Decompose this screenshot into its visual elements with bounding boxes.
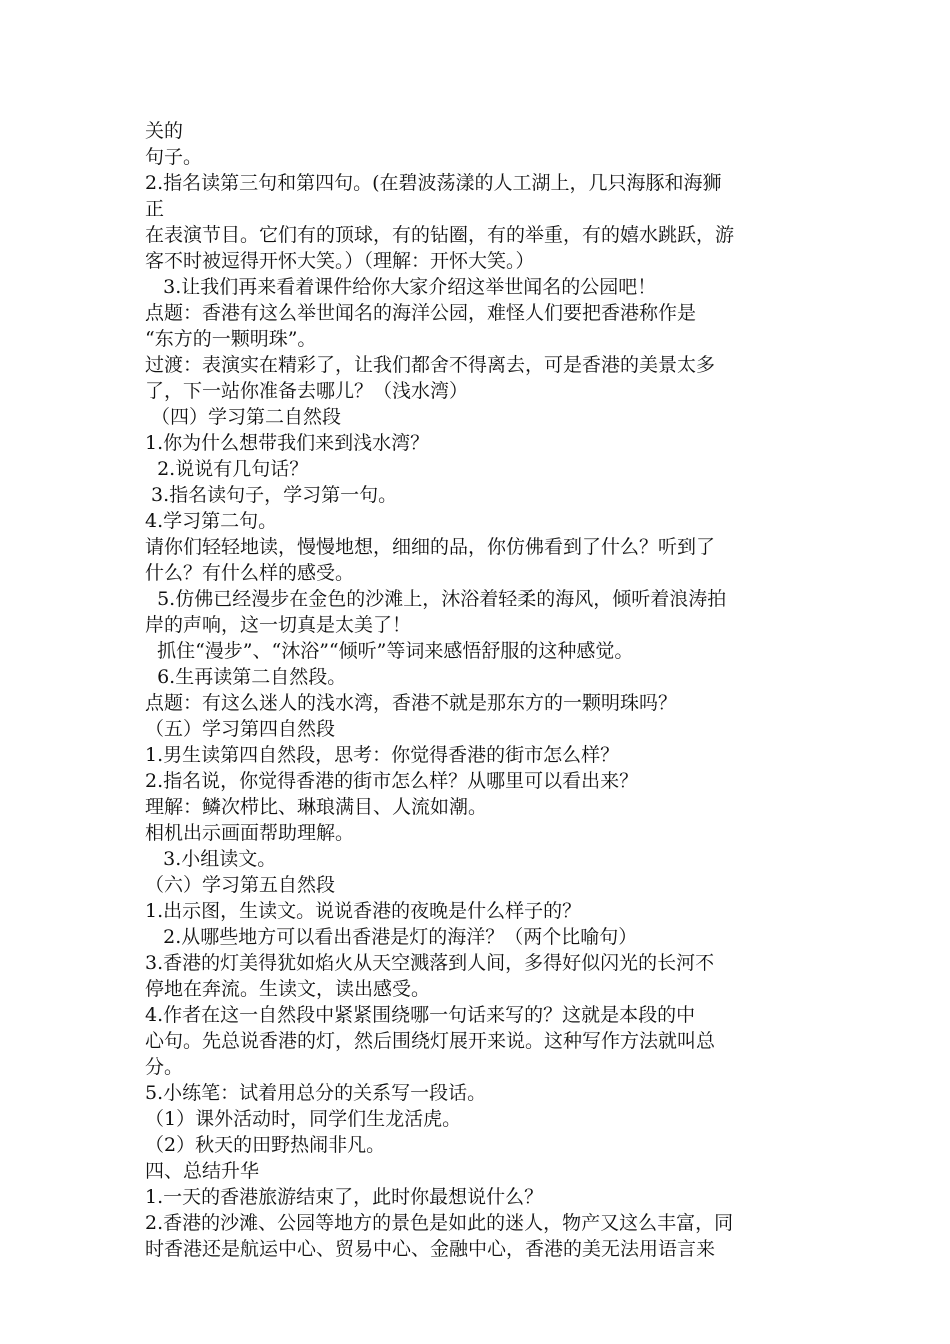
section-heading: 四、总结升华 <box>145 1160 260 1182</box>
text-line: 6.生再读第二自然段。 <box>145 666 347 688</box>
text-line: 3.香港的灯美得犹如焰火从天空溅落到人间，多得好似闪光的长河不 <box>145 952 715 974</box>
text-line: 客不时被逗得开怀大笑。）（理解：开怀大笑。） <box>145 250 535 272</box>
section-heading: （四）学习第二自然段 <box>145 406 342 428</box>
text-line: 正 <box>145 198 165 220</box>
text-line: 了，下一站你准备去哪儿？（浅水湾） <box>145 380 469 402</box>
text-line: 岸的声响，这一切真是太美了！ <box>145 614 412 636</box>
document-body <box>145 118 810 1262</box>
text-line: 3.小组读文。 <box>145 848 277 870</box>
text-line: 1.男生读第四自然段，思考：你觉得香港的街市怎么样？ <box>145 744 620 766</box>
text-line: 4.作者在这一自然段中紧紧围绕哪一句话来写的？这就是本段的中 <box>145 1004 696 1026</box>
text-line: 分。 <box>145 1056 184 1078</box>
text-line: 5.仿佛已经漫步在金色的沙滩上，沐浴着轻柔的海风，倾听着浪涛拍 <box>145 588 727 610</box>
text-line: 1.一天的香港旅游结束了，此时你最想说什么？ <box>145 1186 544 1208</box>
text-line: 3.指名读句子，学习第一句。 <box>145 484 398 506</box>
text-line: 在表演节目。它们有的顶球，有的钻圈，有的举重，有的嬉水跳跃，游 <box>145 224 735 246</box>
section-heading: （六）学习第五自然段 <box>145 874 336 896</box>
text-line: （1）课外活动时，同学们生龙活虎。 <box>145 1108 462 1130</box>
text-line: 心句。先总说香港的灯，然后围绕灯展开来说。这种写作方法就叫总 <box>145 1030 716 1052</box>
text-line: 1.出示图，生读文。说说香港的夜晚是什么样子的？ <box>145 900 582 922</box>
text-line: 2.指名说，你觉得香港的街市怎么样？从哪里可以看出来？ <box>145 770 639 792</box>
text-line: 点题：有这么迷人的浅水湾，香港不就是那东方的一颗明珠吗？ <box>145 692 678 714</box>
text-line: 2.指名读第三句和第四句。(在碧波荡漾的人工湖上，几只海豚和海狮 <box>145 172 722 194</box>
text-line: 2.说说有几句话？ <box>145 458 309 480</box>
text-line: 抓住“漫步”、“沐浴”“倾听”等词来感悟舒服的这种感觉。 <box>145 640 634 662</box>
text-line: 关的 <box>145 120 184 142</box>
text-line: 时香港还是航运中心、贸易中心、金融中心，香港的美无法用语言来 <box>145 1238 716 1260</box>
text-line: 3.让我们再来看着课件给你大家介绍这举世闻名的公园吧！ <box>145 276 657 298</box>
text-line: 停地在奔流。生读文，读出感受。 <box>145 978 431 1000</box>
text-line: 2.香港的沙滩、公园等地方的景色是如此的迷人，物产又这么丰富，同 <box>145 1212 734 1234</box>
section-heading: （五）学习第四自然段 <box>145 718 336 740</box>
text-line: 请你们轻轻地读，慢慢地想，细细的品，你仿佛看到了什么？听到了 <box>145 536 716 558</box>
text-line: 什么？有什么样的感受。 <box>145 562 355 584</box>
text-line: 点题：香港有这么举世闻名的海洋公园，难怪人们要把香港称作是 <box>145 302 697 324</box>
text-line: （2）秋天的田野热闹非凡。 <box>145 1134 386 1156</box>
text-line: 5.小练笔：试着用总分的关系写一段话。 <box>145 1082 487 1104</box>
text-line: 相机出示画面帮助理解。 <box>145 822 355 844</box>
text-line: 4.学习第二句。 <box>145 510 278 532</box>
text-line: 句子。 <box>145 146 203 168</box>
text-line: 1.你为什么想带我们来到浅水湾？ <box>145 432 430 454</box>
text-line: 2.从哪些地方可以看出香港是灯的海洋？（两个比喻句） <box>145 926 638 948</box>
text-line: 理解：鳞次栉比、琳琅满目、人流如潮。 <box>145 796 488 818</box>
text-line: “东方的一颗明珠”。 <box>145 328 317 350</box>
text-line: 过渡：表演实在精彩了，让我们都舍不得离去，可是香港的美景太多 <box>145 354 716 376</box>
